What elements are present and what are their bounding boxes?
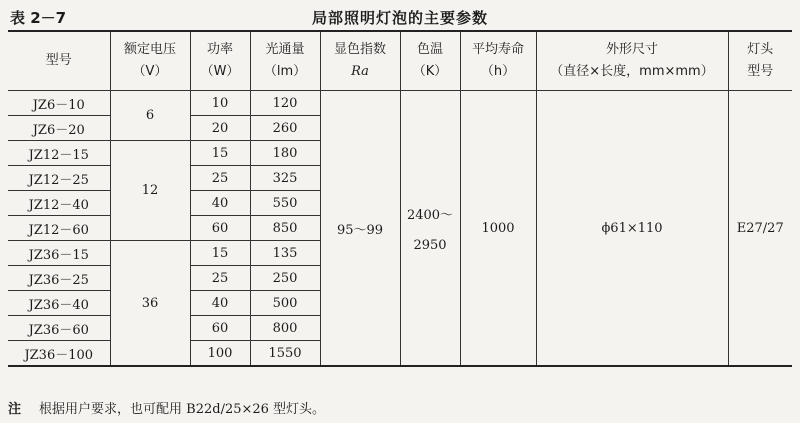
- header-voltage-unit: （V）: [132, 64, 168, 79]
- size-cell: ϕ61×110: [536, 91, 728, 367]
- header-size-label: 外形尺寸: [605, 42, 658, 57]
- header-cri-label: 显色指数: [333, 42, 386, 57]
- header-temp-unit: （K）: [412, 64, 448, 79]
- voltage-cell: 12: [110, 141, 190, 241]
- header-model: 型号: [8, 31, 110, 91]
- flux-cell: 550: [250, 191, 320, 216]
- model-cell: JZ6－10: [8, 91, 110, 116]
- table-number: 表 2－7: [10, 9, 67, 27]
- model-cell: JZ6－20: [8, 116, 110, 141]
- flux-cell: 500: [250, 291, 320, 316]
- power-cell: 15: [190, 141, 250, 166]
- header-temp: [400, 31, 460, 91]
- header-cap-type: 型号: [747, 64, 774, 79]
- model-cell: JZ12－60: [8, 216, 110, 241]
- power-cell: 100: [190, 341, 250, 367]
- table-title: 局部照明灯泡的主要参数: [311, 9, 488, 27]
- header-flux: [250, 31, 320, 91]
- table-row: [8, 91, 792, 116]
- header-life-label: 平均寿命: [471, 42, 524, 57]
- flux-cell: 135: [250, 241, 320, 266]
- flux-cell: 180: [250, 141, 320, 166]
- model-cell: JZ36－25: [8, 266, 110, 291]
- cap-cell: E27/27: [728, 91, 792, 367]
- note-text: 根据用户要求，也可配用 B22d/25×26 型灯头。: [39, 402, 326, 417]
- model-cell: JZ12－25: [8, 166, 110, 191]
- power-cell: 40: [190, 291, 250, 316]
- flux-cell: 260: [250, 116, 320, 141]
- power-cell: 25: [190, 166, 250, 191]
- flux-cell: 800: [250, 316, 320, 341]
- table-note: [8, 398, 325, 417]
- header-life: [460, 31, 536, 91]
- flux-cell: 250: [250, 266, 320, 291]
- header-life-unit: （h）: [480, 64, 516, 79]
- power-cell: 60: [190, 216, 250, 241]
- temp-cell: [400, 91, 460, 367]
- header-flux-unit: （lm）: [263, 64, 307, 79]
- header-voltage-label: 额定电压: [123, 42, 176, 57]
- header-temp-label: 色温: [416, 42, 443, 57]
- note-label: 注: [8, 402, 22, 417]
- temp-value-line1: 2400～: [406, 207, 454, 223]
- power-cell: 15: [190, 241, 250, 266]
- header-flux-label: 光通量: [265, 42, 305, 57]
- voltage-cell: 36: [110, 241, 190, 367]
- header-cri: [320, 31, 400, 91]
- temp-value-line2: 2950: [413, 237, 447, 253]
- life-cell: 1000: [460, 91, 536, 367]
- power-cell: 10: [190, 91, 250, 116]
- header-power-unit: （W）: [200, 64, 240, 79]
- power-cell: 60: [190, 316, 250, 341]
- header-power: [190, 31, 250, 91]
- header-size: [536, 31, 728, 91]
- header-voltage: [110, 31, 190, 91]
- model-cell: JZ36－100: [8, 341, 110, 367]
- lamp-parameter-table: [8, 30, 792, 367]
- model-cell: JZ12－15: [8, 141, 110, 166]
- flux-cell: 1550: [250, 341, 320, 367]
- model-cell: JZ36－60: [8, 316, 110, 341]
- header-power-label: 功率: [206, 42, 233, 57]
- header-cap: [728, 31, 792, 91]
- header-cri-symbol: Ra: [351, 64, 369, 79]
- model-cell: JZ12－40: [8, 191, 110, 216]
- flux-cell: 325: [250, 166, 320, 191]
- table-caption: [8, 4, 792, 28]
- flux-cell: 850: [250, 216, 320, 241]
- power-cell: 40: [190, 191, 250, 216]
- flux-cell: 120: [250, 91, 320, 116]
- header-row: [8, 31, 792, 91]
- voltage-cell: 6: [110, 91, 190, 141]
- header-cap-label: 灯头: [747, 42, 774, 57]
- cri-cell: 95～99: [320, 91, 400, 367]
- model-cell: JZ36－15: [8, 241, 110, 266]
- power-cell: 20: [190, 116, 250, 141]
- header-size-unit: （直径×长度，mm×mm）: [550, 64, 714, 79]
- power-cell: 25: [190, 266, 250, 291]
- model-cell: JZ36－40: [8, 291, 110, 316]
